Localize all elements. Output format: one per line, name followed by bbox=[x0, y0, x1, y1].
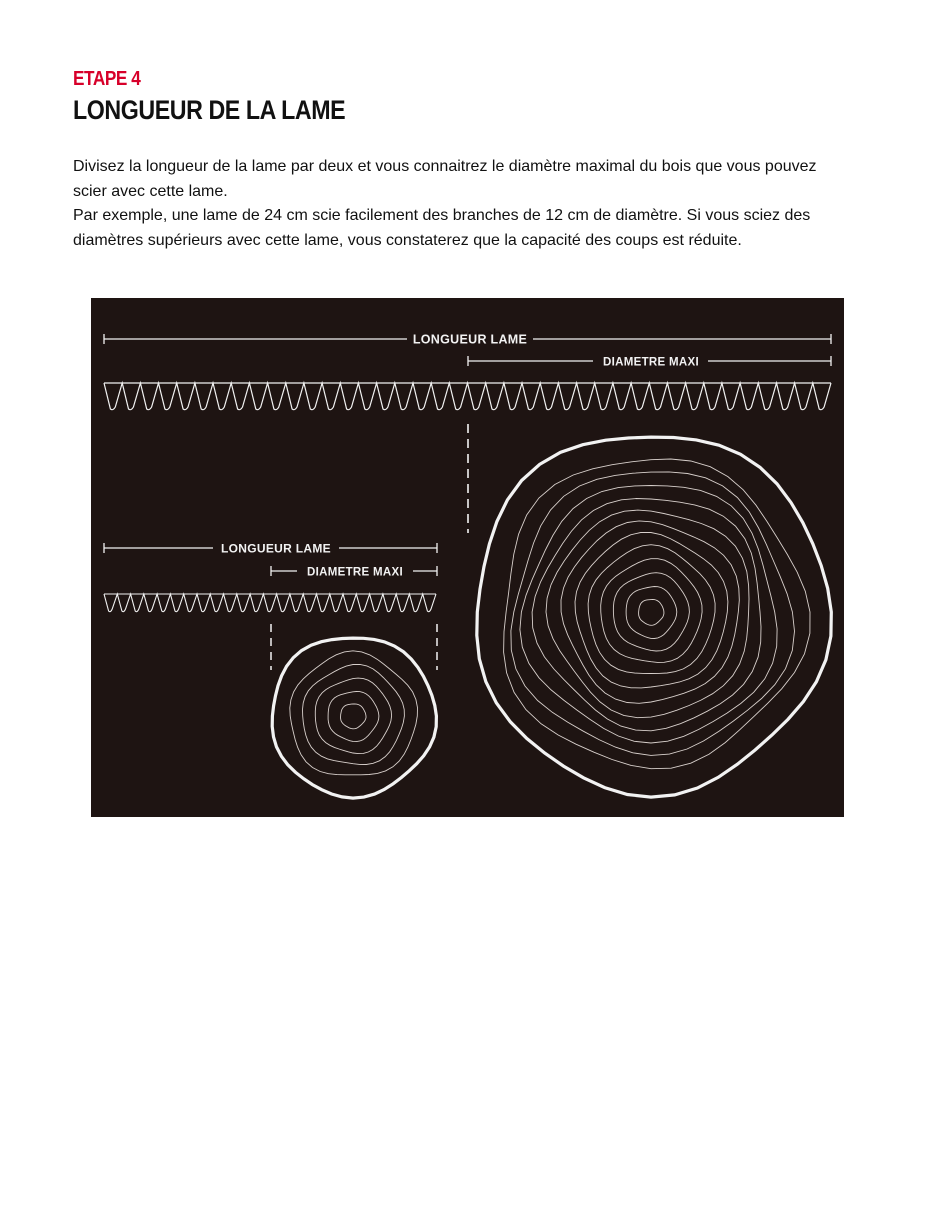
paragraph-1: Divisez la longueur de la lame par deux et vous connaitrez le diamètre maximal du bois que vous pouvez scier avec cette lame. bbox=[73, 158, 817, 200]
log-growth-ring bbox=[575, 533, 728, 688]
log-growth-ring bbox=[511, 472, 795, 756]
page-title: LONGUEUR DE LA LAME bbox=[73, 95, 346, 125]
log-growth-ring bbox=[561, 521, 739, 703]
log-growth-ring bbox=[303, 664, 405, 764]
log-growth-ring bbox=[504, 459, 810, 769]
blade-length-diagram bbox=[91, 298, 844, 817]
small-log-cross-section bbox=[272, 638, 436, 798]
log-growth-ring bbox=[639, 600, 664, 626]
log-growth-ring bbox=[546, 510, 749, 718]
paragraph-2: Par exemple, une lame de 24 cm scie facilement des branches de 12 cm de diamètre. Si vous sciez des diamètres supérieurs avec cette lame, vous constaterez que la capacité des coups est réduite. bbox=[73, 207, 811, 249]
small-diameter-label: DIAMETRE MAXI bbox=[307, 566, 403, 579]
log-growth-ring bbox=[341, 704, 367, 729]
log-growth-ring bbox=[626, 587, 677, 639]
log-growth-ring bbox=[520, 486, 777, 744]
log-growth-ring bbox=[328, 692, 379, 742]
large-length-label: LONGUEUR LAME bbox=[412, 332, 528, 347]
log-bark-outline bbox=[272, 638, 436, 798]
large-log-cross-section bbox=[477, 437, 832, 797]
log-growth-ring bbox=[588, 545, 715, 674]
log-growth-ring bbox=[613, 573, 689, 651]
log-growth-ring bbox=[290, 651, 418, 775]
large-saw-blade bbox=[104, 383, 831, 410]
log-growth-ring bbox=[601, 559, 702, 663]
small-length-label: LONGUEUR LAME bbox=[221, 541, 331, 556]
instruction-text bbox=[73, 155, 853, 253]
log-growth-ring bbox=[315, 678, 391, 754]
small-saw-blade bbox=[104, 594, 436, 612]
large-diameter-label: DIAMETRE MAXI bbox=[603, 356, 699, 369]
step-label: ETAPE 4 bbox=[73, 68, 141, 90]
